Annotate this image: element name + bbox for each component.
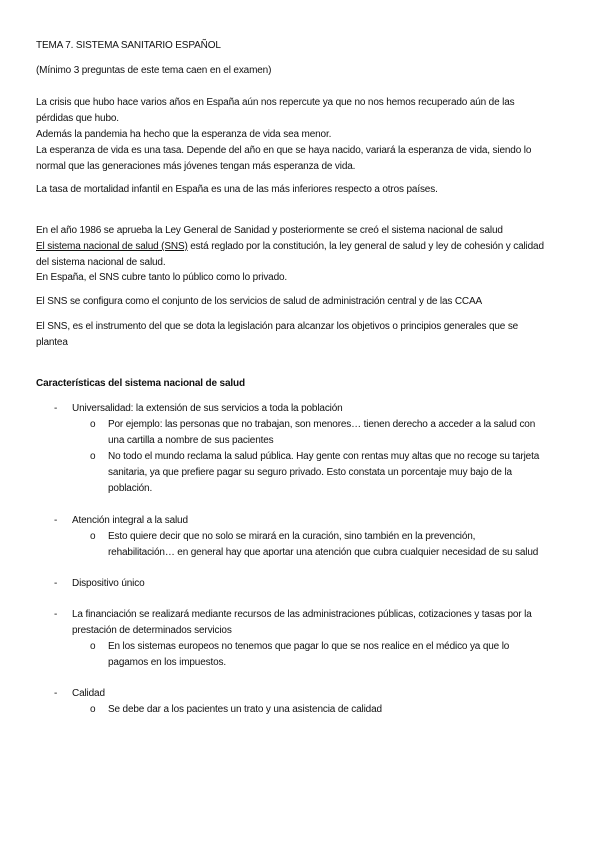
bullet-text: prestación de determinados servicios: [72, 625, 232, 636]
section-heading: Características del sistema nacional de salud: [36, 378, 245, 389]
intro-line: La crisis que hubo hace varios años en España aún nos repercute ya que no nos hemos recuperado aún de las: [36, 97, 515, 108]
sub-bullet-text: una cartilla a nombre de sus pacientes: [108, 435, 274, 446]
sub-bullet-circle: o: [90, 704, 96, 715]
sub-bullet-circle: o: [90, 641, 96, 652]
intro-line: normal que las generaciones más jóvenes tengan más esperanza de vida.: [36, 161, 356, 172]
sns-line: En España, el SNS cubre tanto lo público como lo privado.: [36, 272, 288, 283]
bullet-text: Atención integral a la salud: [72, 515, 188, 526]
sub-bullet-text: Por ejemplo: las personas que no trabajan, son menores… tienen derecho a acceder a la salud con: [108, 419, 536, 430]
sub-bullet-circle: o: [90, 531, 96, 542]
sns-line: [36, 241, 544, 252]
sub-bullet-circle: o: [90, 419, 96, 430]
intro-line: Además la pandemia ha hecho que la esperanza de vida sea menor.: [36, 129, 332, 140]
bullet-dash: -: [54, 403, 58, 414]
bullet-text: Dispositivo único: [72, 578, 145, 589]
bullet-text: Calidad: [72, 688, 105, 699]
intro-paragraph: La tasa de mortalidad infantil en España es una de las más inferiores respecto a otros países.: [36, 184, 438, 195]
bullet-dash: -: [54, 688, 58, 699]
sub-bullet-text: No todo el mundo reclama la salud pública. Hay gente con rentas muy altas que no recoge su tarjeta: [108, 451, 540, 462]
sns-line: plantea: [36, 337, 68, 348]
sns-line: del sistema nacional de salud.: [36, 257, 166, 268]
sub-bullet-text: pagamos en los impuestos.: [108, 657, 226, 668]
sns-underlined-term: El sistema nacional de salud (SNS): [36, 241, 188, 252]
sns-line: El SNS, es el instrumento del que se dota la legislación para alcanzar los objetivos o principios generales que se: [36, 321, 519, 332]
document-title: TEMA 7. SISTEMA SANITARIO ESPAÑOL: [36, 40, 221, 51]
sub-bullet-text: sanitaria, ya que prefiere pagar su seguro privado. Esto constata un porcentaje muy bajo de la: [108, 467, 512, 478]
exam-note: (Mínimo 3 preguntas de este tema caen en el examen): [36, 65, 272, 76]
sub-bullet-text: rehabilitación… en general hay que aportar una atención que cubra cualquier necesidad de su salud: [108, 547, 539, 558]
sns-line: El SNS se configura como el conjunto de los servicios de salud de administración central y de las CCAA: [36, 296, 483, 307]
bullet-dash: -: [54, 578, 58, 589]
sub-bullet-text: Se debe dar a los pacientes un trato y una asistencia de calidad: [108, 704, 382, 715]
sub-bullet-text: Esto quiere decir que no solo se mirará en la curación, sino también en la prevención,: [108, 531, 476, 542]
sns-line: En el año 1986 se aprueba la Ley General de Sanidad y posteriormente se creó el sistema nacional de salud: [36, 225, 503, 236]
bullet-dash: -: [54, 515, 58, 526]
sub-bullet-circle: o: [90, 451, 96, 462]
sub-bullet-text: En los sistemas europeos no tenemos que pagar lo que se nos realice en el médico ya que lo: [108, 641, 510, 652]
sub-bullet-text: población.: [108, 483, 153, 494]
bullet-text: La financiación se realizará mediante recursos de las administraciones públicas, cotizaciones y tasas por la: [72, 609, 532, 620]
bullet-text: Universalidad: la extensión de sus servicios a toda la población: [72, 403, 343, 414]
sns-line-rest: está reglado por la constitución, la ley general de salud y ley de cohesión y calidad: [187, 241, 544, 252]
bullet-dash: -: [54, 609, 58, 620]
intro-line: La esperanza de vida es una tasa. Depende del año en que se haya nacido, variará la esperanza de vida, siendo lo: [36, 145, 532, 156]
intro-line: pérdidas que hubo.: [36, 113, 119, 124]
